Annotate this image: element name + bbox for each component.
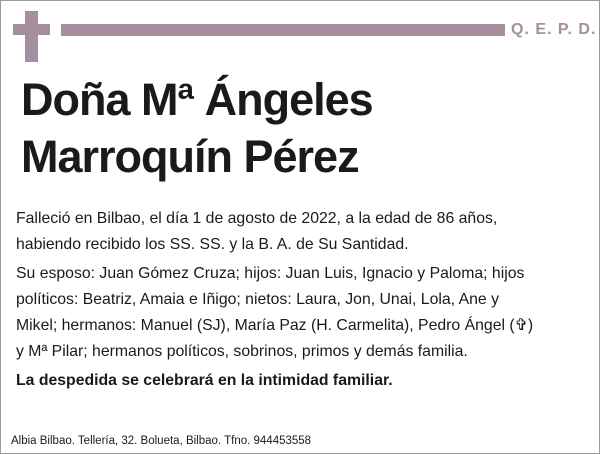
obituary-body	[16, 206, 591, 397]
deceased-name-line1: Doña Mª Ángeles	[21, 74, 373, 125]
family-line4: y Mª Pilar; hermanos políticos, sobrinos, primos y demás familia.	[16, 343, 468, 360]
deceased-name-line2: Marroquín Pérez	[21, 131, 359, 182]
cross-icon	[13, 11, 50, 62]
family-line2: políticos: Beatriz, Amaia e Iñigo; nietos: Laura, Jon, Unai, Lola, Ane y	[16, 291, 499, 308]
family-list	[16, 261, 591, 365]
death-notice-line2: habiendo recibido los SS. SS. y la B. A. de Su Santidad.	[16, 236, 409, 253]
farewell-notice: La despedida se celebrará en la intimidad familiar.	[16, 372, 393, 389]
qepd-label: Q. E. P. D.	[511, 21, 597, 38]
death-notice	[16, 206, 591, 258]
death-notice-line1: Falleció en Bilbao, el día 1 de agosto de 2022, a la edad de 86 años,	[16, 210, 498, 227]
deceased-name	[21, 71, 581, 185]
family-line3: Mikel; hermanos: Manuel (SJ), María Paz (H. Carmelita), Pedro Ángel (✞)	[16, 317, 534, 334]
family-line1: Su esposo: Juan Gómez Cruza; hijos: Juan Luis, Ignacio y Paloma; hijos	[16, 265, 525, 282]
funeral-home-footer: Albia Bilbao. Tellería, 32. Bolueta, Bilbao. Tfno. 944453558	[11, 435, 312, 447]
header-rule	[61, 24, 505, 36]
